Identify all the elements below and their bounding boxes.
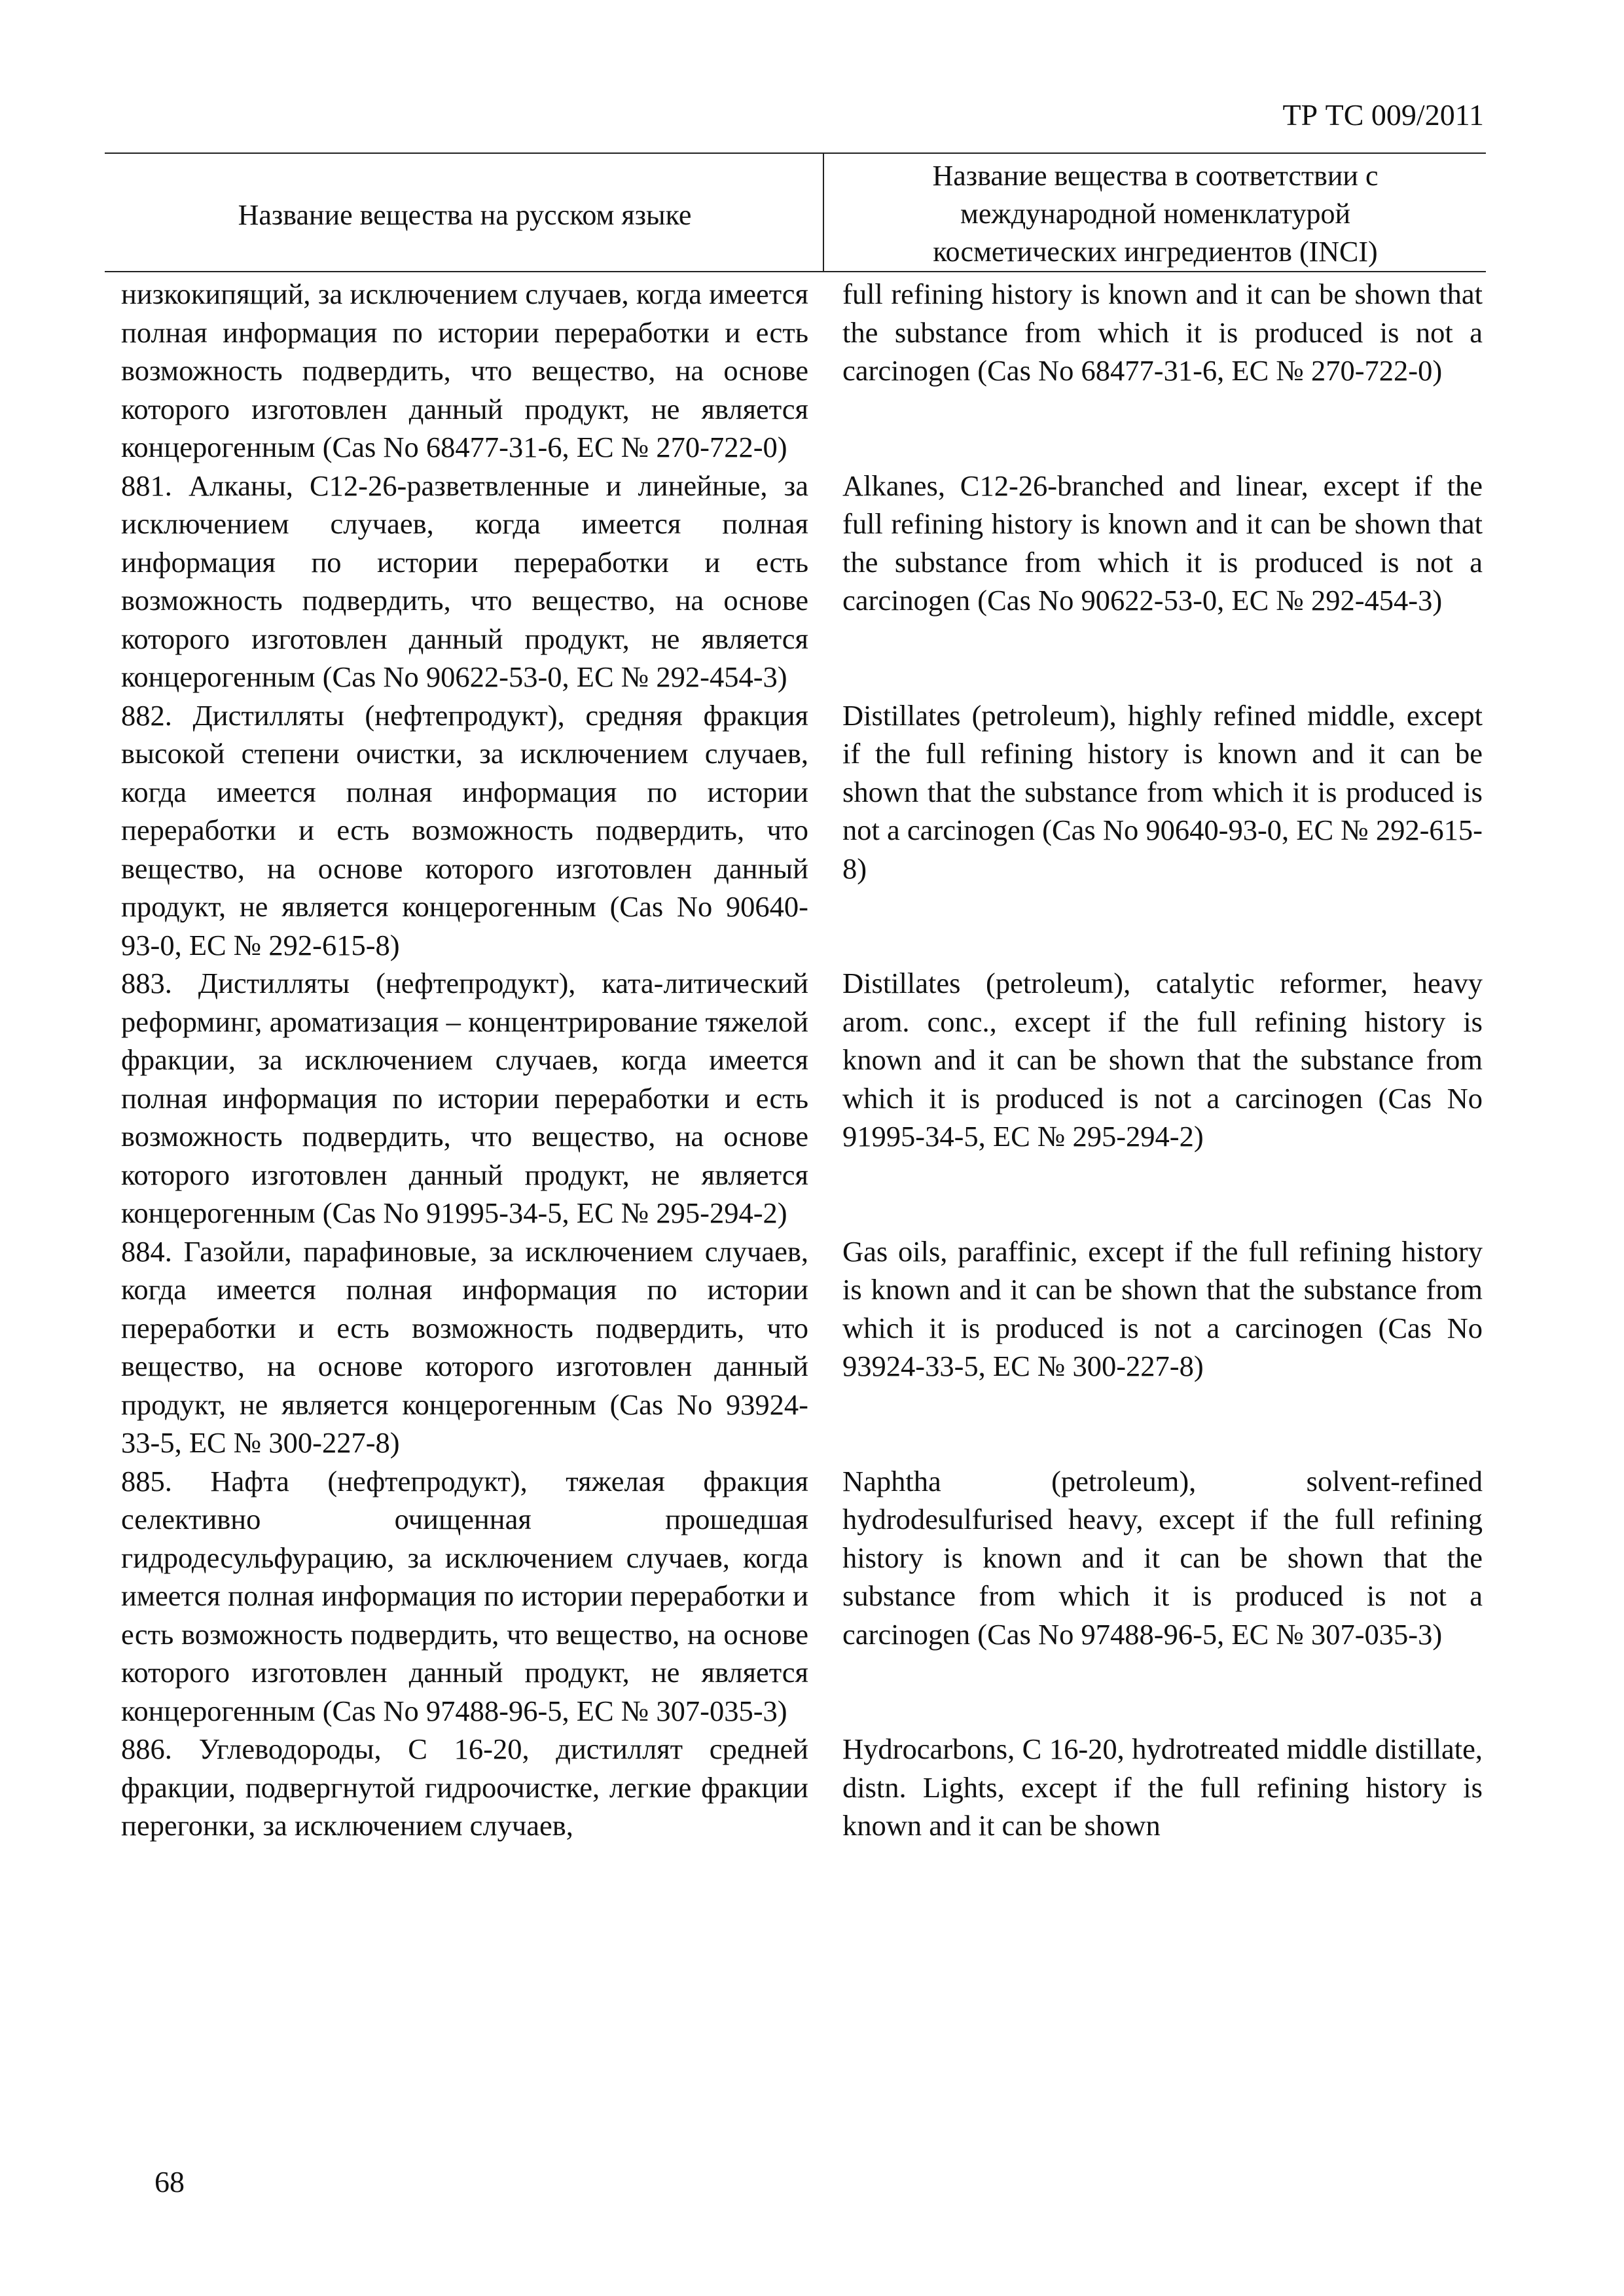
substance-name-russian: 886. Углеводороды, С 16-20, дистиллят средней фракции, подвергнутой гидроочистке, легкие фракции перегонки, за исключением случаев, [121,1732,808,1842]
table-row [121,1462,1483,1731]
column-header-inci-line: Название вещества в соответствии с [932,160,1379,192]
table-row [121,964,1483,1232]
table-row [121,275,1483,467]
substance-name-inci: Naphtha (petroleum), solvent-refined hydrodesulfurised heavy, except if the full refining history is known and it can be shown that the substance from which it is produced is not a carcinogen (Cas No 97488-96-5, ЕС № 307-035-3) [842,1464,1483,1651]
substance-name-russian: 884. Газойли, парафиновые, за исключением случаев, когда имеется полная информация по истории переработки и есть возможность подвердить, что вещество, на основе которого изготовлен данный продукт, не является концерогенным (Cas No 93924-33-5, ЕС № 300-227-8) [121,1234,808,1459]
substance-name-inci: full refining history is known and it can be shown that the substance from which it is produced is not a carcinogen (Cas No 68477-31-6, ЕС № 270-722-0) [842,278,1483,387]
substance-name-russian: 885. Нафта (нефтепродукт), тяжелая фракция селективно очищенная прошедшая гидродесульфурацию, за исключением случаев, когда имеется полная информация по истории переработки и есть возможность подвердить, что вещество, на основе которого изготовлен данный продукт, не является концерогенным (Cas No 97488-96-5, ЕС № 307-035-3) [121,1464,808,1727]
substance-name-russian: низкокипящий, за исключением случаев, когда имеется полная информация по истории переработки и есть возможность подвердить, что вещество, на основе которого изготовлен данный продукт, не является концерогенным (Cas No 68477-31-6, ЕС № 270-722-0) [121,278,808,463]
substance-name-inci: Hydrocarbons, C 16-20, hydrotreated middle distillate, distn. Lights, except if the full refining history is known and it can be shown [842,1732,1483,1842]
document-code: ТР ТС 009/2011 [1282,98,1484,132]
substance-name-russian: 882. Дистилляты (нефтепродукт), средняя фракция высокой степени очистки, за исключением случаев, когда имеется полная информация по истории переработки и есть возможность подвердить, что вещество, на основе которого изготовлен данный продукт, не является концерогенным (Cas No 90640-93-0, ЕС № 292-615-8) [121,698,808,961]
substance-name-russian: 883. Дистилляты (нефтепродукт), ката-литический реформинг, ароматизация – концентрирование тяжелой фракции, за исключением случаев, когда имеется полная информация по истории переработки и есть возможность подвердить, что вещество, на основе которого изготовлен данный продукт, не является концерогенным (Cas No 91995-34-5, ЕС № 295-294-2) [121,967,808,1229]
substance-table-body [121,275,1483,1845]
table-row [121,1730,1483,1845]
table-row [121,1232,1483,1462]
header-column-divider [823,152,824,272]
substance-name-inci: Gas oils, paraffinic, except if the full refining history is known and it can be shown that the substance from which it is produced is not a carcinogen (Cas No 93924-33-5, ЕС № 300-227-8) [842,1234,1483,1382]
substance-name-inci: Distillates (petroleum), highly refined middle, except if the full refining history is known and it can be shown that the substance from which it is produced is not a carcinogen (Cas No 90640-93-0, ЕС № 292-615-8) [842,698,1483,885]
substance-name-inci: Alkanes, C12-26-branched and linear, except if the full refining history is known and it can be shown that the substance from which it is produced is not a carcinogen (Cas No 90622-53-0, ЕС № 292-454-3) [842,469,1483,617]
substance-name-inci: Distillates (petroleum), catalytic reformer, heavy arom. conc., except if the full refining history is known and it can be shown that the substance from which it is produced is not a carcinogen (Cas No 91995-34-5, ЕС № 295-294-2) [842,967,1483,1153]
table-top-rule [105,152,1486,154]
column-header-inci-line: международной номенклатурой [960,198,1350,230]
table-header-rule [105,271,1486,272]
page-number: 68 [154,2165,185,2198]
substance-name-russian: 881. Алканы, С12-26-разветвленные и линейные, за исключением случаев, когда имеется полная информация по истории переработки и есть возможность подвердить, что вещество, на основе которого изготовлен данный продукт, не является концерогенным (Cas No 90622-53-0, ЕС № 292-454-3) [121,469,808,693]
column-header-inci [835,157,1476,271]
table-row [121,696,1483,965]
column-header-inci-line: косметических ингредиентов (INCI) [933,236,1378,268]
table-row [121,467,1483,696]
column-header-russian: Название вещества на русском языке [238,199,692,231]
